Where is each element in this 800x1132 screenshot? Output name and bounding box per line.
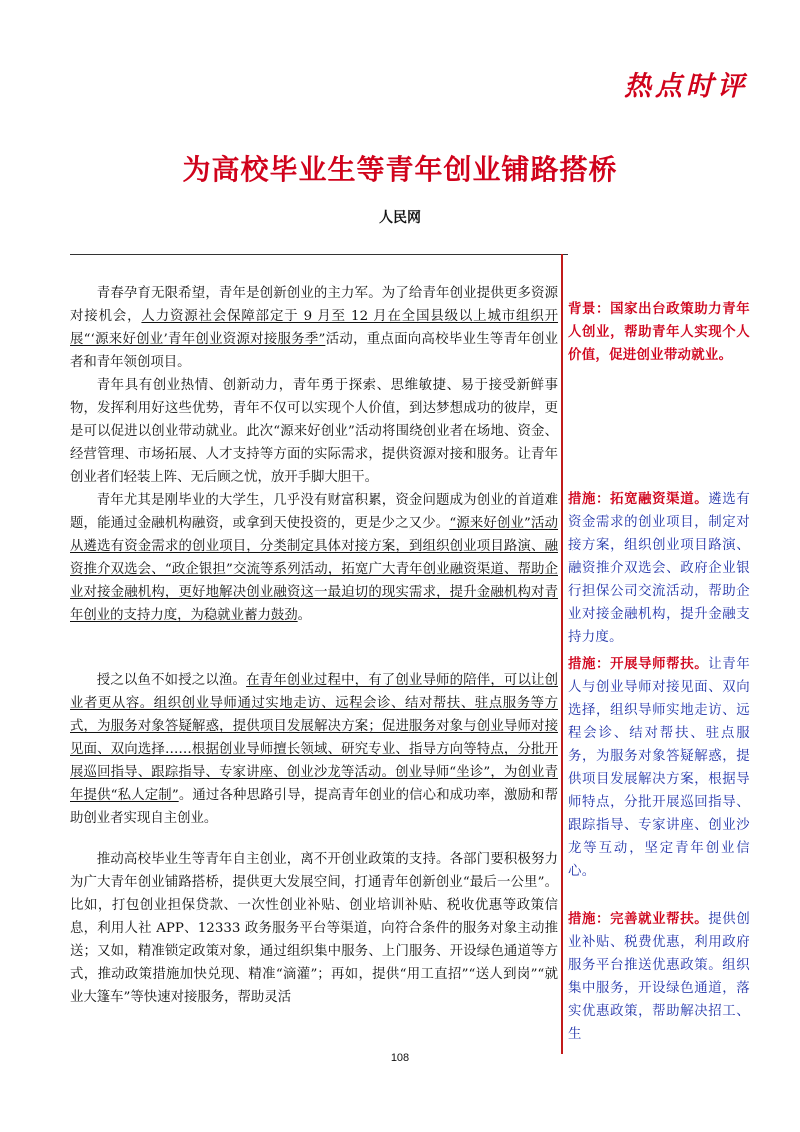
paragraph-spacer <box>70 830 558 848</box>
side-note-mentoring <box>568 653 750 883</box>
article-source: 人民网 <box>379 210 421 226</box>
p4-underlined: 在青年创业过程中，有了创业导师的陪伴，可以让创业者更从容。组织创业导师通过实地走访、远程会诊、结对帮扶、驻点服务等方式，为服务对象答疑解惑，提供项目发展解决方案；促进服务对象与创业导师对接见面、双向选择……根据创业导师擅长领域、研究专业、指导方向等特点，分批开展巡回指导、跟踪指导、专家讲座、创业沙龙等活动。创业导师“坐诊”，为创业青年提供“私人定制” <box>70 673 559 803</box>
paragraph-4 <box>70 669 558 830</box>
paragraph-3 <box>70 489 558 627</box>
paragraph-1 <box>70 282 558 374</box>
article-title: 为高校毕业生等青年创业铺路搭桥 <box>182 153 618 186</box>
page-number: 108 <box>390 1052 410 1064</box>
p3-underlined: “源来好创业”活动从遴选有资金需求的创业项目，分类制定具体对接方案，到组织创业项目路演、融资推介双选会、“政企银担”交流等系列活动，拓宽广大青年创业融资渠道、帮助企业对接金融机构，更好地解决创业融资这一最迫切的现实需求，提升金融机构对青年创业的支持力度，为稳就业蓄力鼓劲 <box>70 516 558 623</box>
side-note-4-text: 提供创业补贴、税费优惠，利用政府服务平台推送优惠政策。组织集中服务，开设绿色通道，落实优惠政策，帮助解决招工、生 <box>568 912 751 1042</box>
paragraph-spacer <box>70 627 558 669</box>
p1-text-a: 青春孕育无限希望，青年是创新创业的主力军。为了给青年创业提供更多资源对接机会， <box>70 286 558 324</box>
side-note-3-text: 让青年人与创业导师对接见面、双向选择，组织导师实地走访、远程会诊、结对帮扶、驻点服务，为服务对象答疑解惑，提供项目发展解决方案，根据导师特点，分批开展巡回指导、跟踪指导、专家讲座、创业沙龙等互动，坚定青年创业信心。 <box>568 657 751 879</box>
p1-text-b: 活动，重点面向高校毕业生等青年创业者和青年领创项目。 <box>70 332 559 370</box>
side-note-financing <box>568 488 750 649</box>
p3-text-a: 青年尤其是刚毕业的大学生，几乎没有财富积累，资金问题成为创业的首道难题，能通过金融机构融资，或拿到天使投资的，更是少之又少。 <box>70 493 558 531</box>
side-note-2-text: 遴选有资金需求的创业项目，制定对接方案，组织创业项目路演、融资推介双选会、政府企业银行担保公司交流活动，帮助企业对接金融机构，提升金融支持力度。 <box>568 492 751 645</box>
side-note-1-text: 背景：国家出台政策助力青年人创业，帮助青年人实现个人价值，促进创业带动就业。 <box>568 302 750 363</box>
p1-underlined: 人力资源社会保障部定于 9 月至 12 月在全国县级以上城市组织开展“‘源来好创业’青年创业资源对接服务季” <box>70 309 559 347</box>
vertical-divider <box>561 254 563 1054</box>
section-tag: 热点时评 <box>624 71 748 102</box>
side-note-3-lead: 措施：开展导师帮扶。 <box>568 657 709 672</box>
paragraph-2: 青年具有创业热情、创新动力，青年勇于探索、思维敏捷、易于接受新鲜事物，发挥利用好这些优势，青年不仅可以实现个人价值，到达梦想成功的彼岸，更是可以促进以创业带动就业。此次“源来好创业”活动将围绕创业者在场地、资金、经营管理、市场拓展、人才支持等方面的实际需求，提供资源对接和服务。让青年创业者们轻装上阵、无后顾之忧，放开手脚大胆干。 <box>70 378 558 485</box>
horizontal-divider <box>70 254 568 255</box>
side-note-4-lead: 措施：完善就业帮扶。 <box>568 912 709 927</box>
p4-text-b: 。通过各种思路引导，提高青年创业的信心和成功率，激励和帮助创业者实现自主创业。 <box>70 788 558 826</box>
p3-text-b: 。 <box>297 608 312 623</box>
article-body <box>70 282 558 1009</box>
p4-text-a: 授之以鱼不如授之以渔。 <box>96 673 247 688</box>
side-note-background <box>568 298 750 367</box>
side-note-employment <box>568 908 750 1046</box>
paragraph-5: 推动高校毕业生等青年自主创业，离不开创业政策的支持。各部门要积极努力为广大青年创业铺路搭桥，提供更大发展空间，打通青年创新创业“最后一公里”。比如，打包创业担保贷款、一次性创业补贴、创业培训补贴、税收优惠等政策信息，利用人社 APP、12333 政务服务平台等渠道，向符合条件的服务对象主动推送；又如，精准锁定政策对象，通过组织集中服务、上门服务、开设绿色通道等方式，推动政策措施加快兑现、精准“滴灌”；再如，提供“用工直招”“送人到岗”“就业大篷车”等快速对接服务，帮助灵活 <box>70 852 558 1005</box>
side-note-2-lead: 措施：拓宽融资渠道。 <box>568 492 709 507</box>
